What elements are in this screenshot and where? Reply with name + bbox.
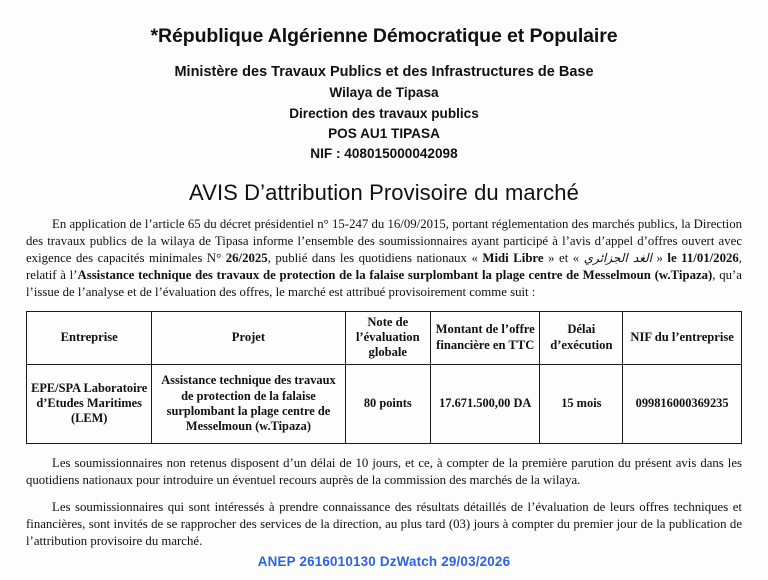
wilaya-heading: Wilaya de Tipasa: [329, 85, 439, 101]
intro-section: [0, 216, 768, 302]
intro-text-part-3: » et «: [543, 251, 584, 266]
results-paragraph: Les soumissionnaires qui sont intéressés à prendre connaissance des résultats détaillés de l’évaluation de leurs offres techniques et financières, sont invités de se rapprocher des services de la direction, au plus tard (03) jours à compter du premier jour de la publication de l’attribution provisoire du marché.: [26, 499, 742, 549]
intro-paragraph: [26, 216, 742, 302]
table-header: [27, 311, 742, 364]
pos-heading: POS AU1 TIPASA: [328, 125, 440, 141]
anep-reference: ANEP 2616010130 DzWatch 29/03/2026: [257, 554, 511, 569]
column-header-entreprise: Entreprise: [27, 311, 152, 364]
nif-heading: NIF : 408015000042098: [310, 145, 458, 161]
appeal-paragraph: Les soumissionnaires non retenus disposent d’un délai de 10 jours, et ce, à compter de la première parution du présent avis dans les quotidiens nationaux pour introduire un éventuel recours auprès de la commission des marchés de la wilaya.: [26, 455, 742, 487]
table-body: [27, 364, 742, 443]
intro-text-part-2: , publié dans les quotidiens nationaux «: [267, 251, 483, 266]
document-footer: [0, 553, 768, 571]
column-header-delai: Délai d’exécution: [540, 311, 623, 364]
project-designation: Assistance technique des travaux de protection de la falaise surplombant la plage centre de Messelmoun (w.Tipaza): [77, 268, 713, 283]
notices-section: [0, 455, 768, 551]
newspaper-name-fr: Midi Libre: [482, 251, 544, 266]
intro-text-part-4: »: [651, 251, 668, 266]
table-header-row: [27, 311, 742, 364]
newspaper-name-ar: الغد الجزائري: [583, 251, 652, 266]
cell-nif: 099816000369235: [623, 364, 742, 443]
intro-text-part-5: , relatif à l’: [26, 251, 742, 283]
cell-delai: 15 mois: [540, 364, 623, 443]
publication-date: le 11/01/2026: [667, 251, 739, 266]
award-table-wrapper: [0, 311, 768, 444]
column-header-nif: NIF du l’entreprise: [623, 311, 742, 364]
award-table: [26, 311, 742, 444]
tender-number: 26/2025: [225, 251, 268, 266]
cell-projet: Assistance technique des travaux de protection de la falaise surplombant la plage centre de Messelmoun (w.Tipaza): [152, 364, 345, 443]
cell-montant: 17.671.500,00 DA: [431, 364, 540, 443]
page-title: AVIS D’attribution Provisoire du marché: [189, 179, 579, 205]
intro-text-part-6: , qu’a l’issue de l’analyse et de l’évaluation des offres, le marché est attribué provisoirement comme suit :: [26, 268, 742, 300]
document-header: [0, 0, 768, 164]
column-header-projet: Projet: [152, 311, 345, 364]
ministry-heading: Ministère des Travaux Publics et des Infrastructures de Base: [174, 64, 594, 81]
intro-text-part-1: En application de l’article 65 du décret présidentiel n° 15-247 du 16/09/2015, portant réglementation des marchés publics, la Direction des travaux publics de la wilaya de Tipasa informe l’ensemble des soumissionnaires ayant participé à l’avis d’appel d’offres ouvert avec exigence des capacités minimales N°: [26, 216, 742, 266]
column-header-montant: Montant de l’offre financière en TTC: [431, 311, 540, 364]
republic-heading: *République Algérienne Démocratique et Populaire: [150, 25, 618, 47]
table-row: [27, 364, 742, 443]
cell-entreprise: EPE/SPA Laboratoire d’Etudes Maritimes (LEM): [27, 364, 152, 443]
column-header-note: Note de l’évaluation globale: [345, 311, 430, 364]
direction-heading: Direction des travaux publics: [289, 105, 479, 121]
cell-note: 80 points: [345, 364, 430, 443]
